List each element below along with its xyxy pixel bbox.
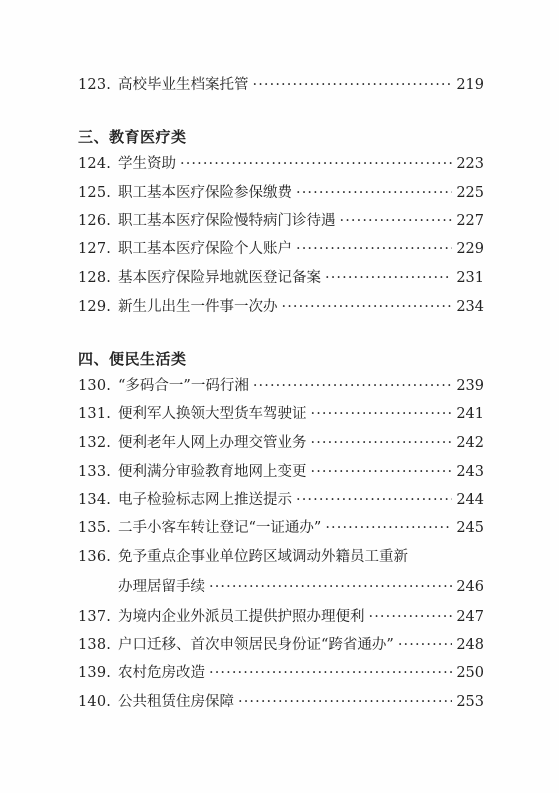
entry-title: 免予重点企事业单位跨区域调动外籍员工重新 <box>118 549 408 565</box>
leader-dots <box>296 237 452 261</box>
entry-page: 223 <box>456 156 484 172</box>
leader-dots <box>311 402 453 426</box>
entry-number: 138. <box>78 637 112 653</box>
entry-number: 123. <box>78 77 112 93</box>
entry-number: 124. <box>78 156 112 172</box>
entry-title: 电子检验标志网上推送提示 <box>118 492 292 508</box>
entry-title: 学生资助 <box>118 156 176 172</box>
entry-number: 140. <box>78 694 112 710</box>
entry-number: 127. <box>78 241 112 257</box>
entry-number: 135. <box>78 520 112 536</box>
toc-entry-135[interactable] <box>78 516 484 540</box>
toc-entry-134[interactable] <box>78 488 484 512</box>
entry-number: 136. <box>78 549 112 565</box>
entry-title: 新生儿出生一件事一次办 <box>118 299 278 315</box>
entry-title: 公共租赁住房保障 <box>118 694 234 710</box>
entry-number: 125. <box>78 185 112 201</box>
entry-title: 农村危房改造 <box>118 665 205 681</box>
entry-number: 139. <box>78 665 112 681</box>
entry-page: 227 <box>456 213 484 229</box>
entry-title: 便利军人换领大型货车驾驶证 <box>118 406 307 422</box>
section-heading-daily-life: 四、便民生活类 <box>78 350 187 368</box>
leader-dots <box>398 633 452 657</box>
leader-dots <box>325 266 452 290</box>
toc-entry-136-continued[interactable] <box>118 575 484 599</box>
leader-dots <box>253 73 453 97</box>
leader-dots <box>296 488 452 512</box>
toc-entry-125[interactable] <box>78 181 484 205</box>
entry-number: 129. <box>78 299 112 315</box>
entry-title: 高校毕业生档案托管 <box>118 77 249 93</box>
entry-title: 职工基本医疗保险参保缴费 <box>118 185 292 201</box>
entry-page: 229 <box>456 241 484 257</box>
leader-dots <box>311 460 453 484</box>
entry-title: 办理居留手续 <box>118 579 205 595</box>
entry-number: 137. <box>78 609 112 625</box>
leader-dots <box>282 295 453 319</box>
entry-title: 户口迁移、首次申领居民身份证“跨省通办” <box>118 637 394 653</box>
entry-title: 便利满分审验教育地网上变更 <box>118 464 307 480</box>
toc-entry-138[interactable] <box>78 633 484 657</box>
leader-dots <box>369 605 453 629</box>
section-heading-education-medical: 三、教育医疗类 <box>78 128 187 146</box>
entry-page: 248 <box>456 637 484 653</box>
toc-entry-140[interactable] <box>78 690 484 714</box>
leader-dots <box>325 516 452 540</box>
leader-dots <box>209 661 452 685</box>
entry-page: 253 <box>456 694 484 710</box>
entry-number: 126. <box>78 213 112 229</box>
entry-title: 为境内企业外派员工提供护照办理便利 <box>118 609 365 625</box>
toc-entry-127[interactable] <box>78 237 484 261</box>
leader-dots <box>180 152 452 176</box>
entry-page: 245 <box>456 520 484 536</box>
entry-page: 250 <box>456 665 484 681</box>
toc-entry-139[interactable] <box>78 661 484 685</box>
toc-entry-126[interactable] <box>78 209 484 233</box>
entry-page: 243 <box>456 464 484 480</box>
entry-number: 128. <box>78 270 112 286</box>
leader-dots <box>311 431 453 455</box>
entry-title: 二手小客车转让登记“一证通办” <box>118 520 322 536</box>
toc-entry-128[interactable] <box>78 266 484 290</box>
entry-title: 职工基本医疗保险个人账户 <box>118 241 292 257</box>
leader-dots <box>253 374 452 398</box>
toc-entry-123[interactable] <box>78 73 484 97</box>
entry-page: 219 <box>456 77 484 93</box>
entry-page: 244 <box>456 492 484 508</box>
leader-dots <box>209 575 452 599</box>
toc-entry-131[interactable] <box>78 402 484 426</box>
entry-number: 131. <box>78 406 112 422</box>
toc-entry-137[interactable] <box>78 605 484 629</box>
entry-page: 242 <box>456 435 484 451</box>
leader-dots <box>296 181 452 205</box>
leader-dots <box>340 209 453 233</box>
entry-title: 便利老年人网上办理交管业务 <box>118 435 307 451</box>
entry-title: 职工基本医疗保险慢特病门诊待遇 <box>118 213 336 229</box>
entry-number: 130. <box>78 378 112 394</box>
toc-entry-129[interactable] <box>78 295 484 319</box>
entry-page: 234 <box>456 299 484 315</box>
entry-page: 225 <box>456 185 484 201</box>
entry-number: 132. <box>78 435 112 451</box>
entry-page: 239 <box>456 378 484 394</box>
entry-page: 246 <box>456 579 484 595</box>
entry-number: 134. <box>78 492 112 508</box>
toc-entry-132[interactable] <box>78 431 484 455</box>
entry-title: “多码合一”一码行湘 <box>118 378 249 394</box>
toc-entry-136[interactable] <box>78 545 484 569</box>
entry-page: 241 <box>456 406 484 422</box>
leader-dots <box>238 690 452 714</box>
toc-entry-133[interactable] <box>78 460 484 484</box>
entry-page: 247 <box>456 609 484 625</box>
toc-entry-124[interactable] <box>78 152 484 176</box>
entry-title: 基本医疗保险异地就医登记备案 <box>118 270 321 286</box>
entry-number: 133. <box>78 464 112 480</box>
toc-entry-130[interactable] <box>78 374 484 398</box>
entry-page: 231 <box>456 270 484 286</box>
